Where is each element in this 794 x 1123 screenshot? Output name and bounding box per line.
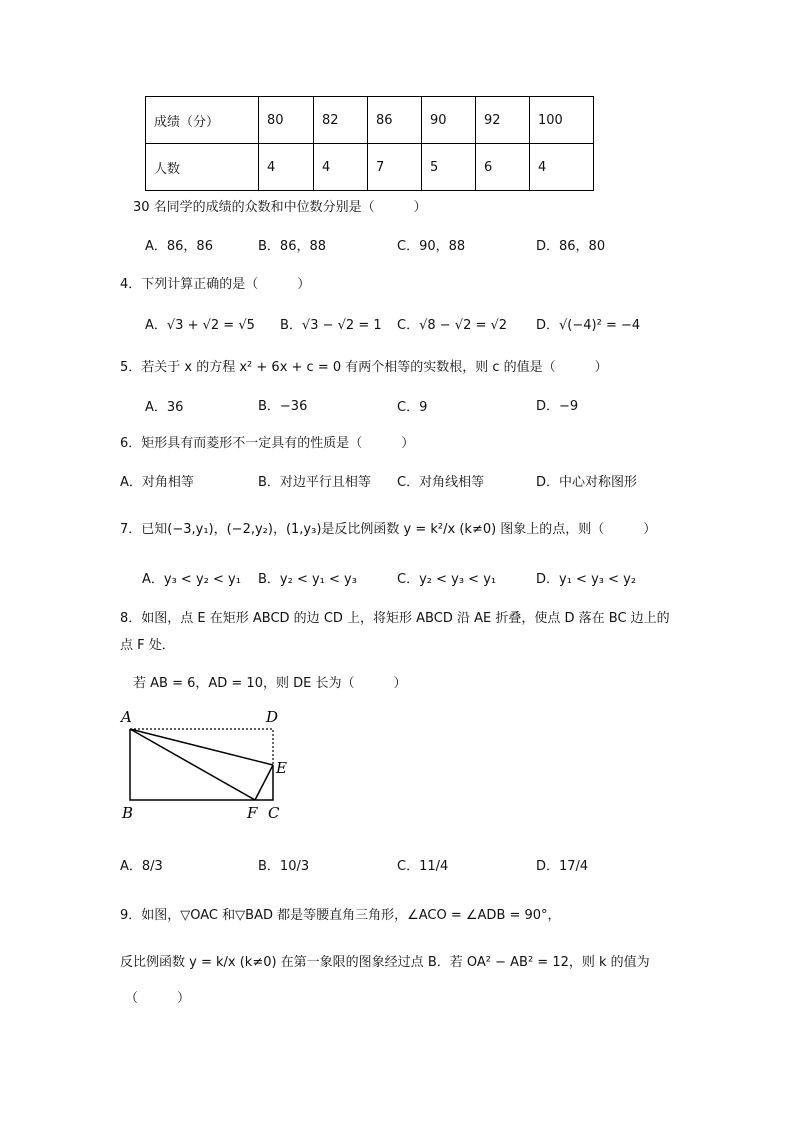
segment-af (130, 729, 255, 800)
question-9-stem-line2: 反比例函数 y = k/x (k≠0) 在第一象限的图象经过点 B．若 OA² − AB² = 12，则 k 的值为 (120, 955, 650, 970)
q6-option-b: B．对边平行且相等 (258, 475, 371, 490)
q4-option-d: D．√(−4)² = −4 (536, 318, 641, 333)
q4-option-a: A．√3 + √2 = √5 (145, 318, 255, 333)
table-cell: 80 (259, 97, 314, 144)
q8-option-d: D．17/4 (536, 859, 589, 874)
point-label-d: D (266, 708, 279, 726)
table-cell: 82 (314, 97, 368, 144)
q8-option-b: B．10/3 (258, 859, 310, 874)
table-cell: 92 (476, 97, 530, 144)
q7-option-a: A．y₃ < y₂ < y₁ (142, 572, 241, 587)
point-label-e: E (276, 759, 287, 777)
table-cell: 90 (422, 97, 476, 144)
q7-option-b: B．y₂ < y₁ < y₃ (258, 572, 357, 587)
q7-option-c: C．y₂ < y₃ < y₁ (397, 572, 497, 587)
table-cell: 5 (422, 144, 476, 191)
question-4-stem: 4．下列计算正确的是（ ） (120, 277, 311, 292)
segment-fe (255, 765, 273, 800)
question-7-stem: 7．已知(−3,y₁)，(−2,y₂)，(1,y₃)是反比例函数 y = k²/x (k≠0) 图象上的点，则（ ） (120, 522, 657, 537)
question-8-stem-line2: 点 F 处． (120, 638, 175, 653)
question-8-stem-line1: 8．如图，点 E 在矩形 ABCD 的边 CD 上，将矩形 ABCD 沿 AE 折叠，使点 D 落在 BC 边上的 (120, 611, 670, 626)
q5-option-c: C．9 (397, 400, 428, 415)
rectangle-solid-edges (130, 729, 273, 800)
question-5-stem: 5．若关于 x 的方程 x² + 6x + c = 0 有两个相等的实数根，则 c 的值是（ ） (120, 360, 608, 375)
fold-line-ae (130, 729, 273, 765)
table-cell: 成绩（分） (146, 97, 259, 144)
q5-option-d: D．−9 (536, 399, 579, 414)
table-cell: 人数 (146, 144, 259, 191)
q3-option-b: B．86，88 (258, 239, 327, 254)
table-cell: 100 (530, 97, 594, 144)
question-3-stem: 30 名同学的成绩的众数和中位数分别是（ ） (133, 200, 427, 215)
q6-option-d: D．中心对称图形 (536, 475, 638, 490)
q5-option-b: B．−36 (258, 399, 308, 414)
question-9-stem-line1: 9．如图，▽OAC 和▽BAD 都是等腰直角三角形，∠ACO = ∠ADB = 90°， (120, 908, 561, 923)
rectangle-fold-figure (115, 705, 295, 825)
table-cell: 86 (368, 97, 422, 144)
q5-option-a: A．36 (145, 400, 184, 415)
q8-option-a: A．8/3 (120, 859, 163, 874)
table-cell: 4 (259, 144, 314, 191)
point-label-b: B (122, 804, 134, 822)
table-cell: 4 (530, 144, 594, 191)
point-label-a: A (121, 708, 132, 726)
q4-option-b: B．√3 − √2 = 1 (280, 318, 382, 333)
q4-option-c: C．√8 − √2 = √2 (397, 318, 508, 333)
table-cell: 7 (368, 144, 422, 191)
q6-option-c: C．对角线相等 (397, 475, 485, 490)
point-label-c: C (268, 804, 280, 822)
question-6-stem: 6．矩形具有而菱形不一定具有的性质是（ ） (120, 436, 415, 451)
q3-option-a: A．86，86 (145, 239, 213, 254)
table-cell: 6 (476, 144, 530, 191)
q3-option-c: C．90，88 (397, 239, 466, 254)
q3-option-d: D．86，80 (536, 239, 606, 254)
score-table (145, 96, 594, 191)
table-cell: 4 (314, 144, 368, 191)
table-row (146, 97, 594, 144)
q7-option-d: D．y₁ < y₃ < y₂ (536, 572, 637, 587)
q6-option-a: A．对角相等 (120, 475, 194, 490)
point-label-f: F (247, 804, 258, 822)
table-row (146, 144, 594, 191)
question-8-stem-line3: 若 AB = 6，AD = 10，则 DE 长为（ ） (133, 676, 407, 691)
q8-option-c: C．11/4 (397, 859, 449, 874)
question-9-stem-line3: （ ） (125, 991, 191, 1006)
